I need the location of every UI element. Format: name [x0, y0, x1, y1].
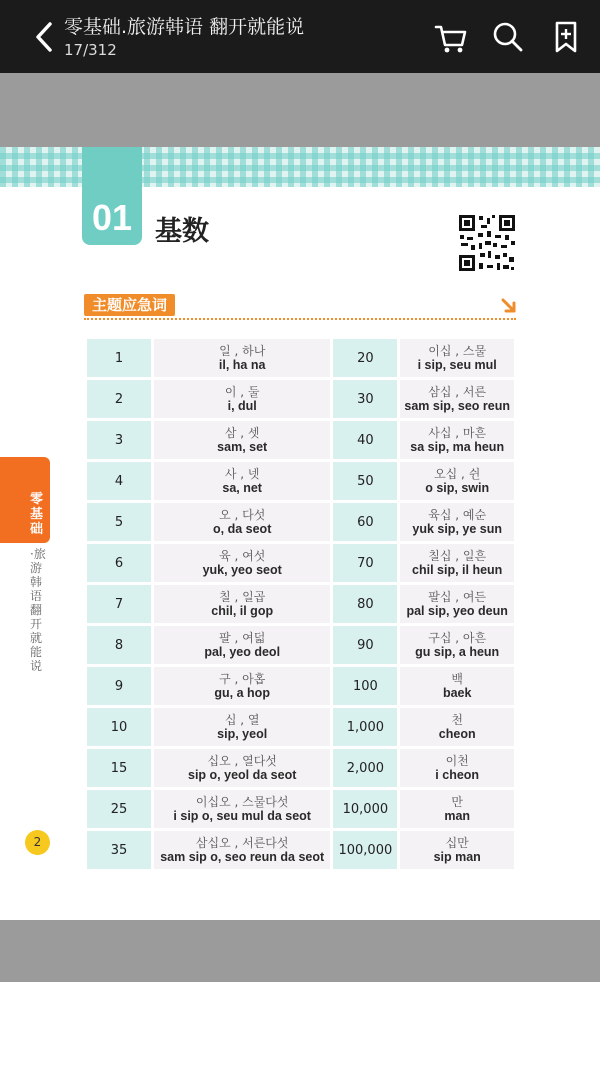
romanization-text: man — [444, 808, 471, 823]
word-cell — [154, 462, 330, 500]
cart-icon[interactable] — [432, 18, 468, 56]
section-heading: 主题应急词 — [84, 294, 175, 316]
word-cell — [400, 503, 514, 541]
romanization-text: il, ha na — [218, 357, 266, 372]
word-cell — [154, 421, 330, 459]
korean-text: 이 , 둘 — [224, 384, 260, 399]
romanization-text: o, da seot — [213, 521, 272, 536]
page-counter: 17/312 — [64, 41, 117, 59]
page-number-badge: 2 — [25, 830, 50, 855]
romanization-text: chil sip, il heun — [412, 562, 503, 577]
korean-text: 십만 — [445, 835, 469, 850]
number-cell: 20 — [333, 339, 397, 377]
number-cell: 1 — [87, 339, 151, 377]
korean-text: 이십 , 스물 — [428, 343, 487, 358]
korean-text: 이천 — [445, 753, 469, 768]
word-cell — [154, 749, 330, 787]
number-cell: 15 — [87, 749, 151, 787]
number-cell: 50 — [333, 462, 397, 500]
number-cell: 30 — [333, 380, 397, 418]
numbers-table — [84, 336, 517, 872]
romanization-text: i sip, seu mul — [417, 357, 497, 372]
word-cell — [400, 585, 514, 623]
number-cell: 2 — [87, 380, 151, 418]
number-cell: 70 — [333, 544, 397, 582]
number-cell: 35 — [87, 831, 151, 869]
word-cell — [154, 585, 330, 623]
number-cell: 25 — [87, 790, 151, 828]
korean-text: 천 — [451, 712, 463, 727]
table-row — [87, 790, 514, 828]
side-tab-label: 零基础 — [30, 492, 44, 537]
word-cell — [154, 790, 330, 828]
table-row — [87, 421, 514, 459]
romanization-text: chil, il gop — [211, 603, 274, 618]
word-cell — [400, 790, 514, 828]
number-cell: 1,000 — [333, 708, 397, 746]
romanization-text: cheon — [438, 726, 476, 741]
korean-text: 백 — [451, 671, 463, 686]
chapter-badge — [82, 147, 142, 245]
korean-text: 육 , 여섯 — [219, 548, 266, 563]
word-cell — [400, 544, 514, 582]
bookmark-add-icon[interactable] — [548, 18, 584, 56]
number-cell: 2,000 — [333, 749, 397, 787]
number-cell: 100 — [333, 667, 397, 705]
korean-text: 팔 , 여덟 — [219, 630, 266, 645]
korean-text: 사십 , 마흔 — [428, 425, 487, 440]
korean-text: 십오 , 열다섯 — [207, 753, 277, 768]
table-row — [87, 626, 514, 664]
viewer-margin-bottom — [0, 920, 600, 982]
chapter-title: 基数 — [155, 216, 209, 247]
number-cell: 8 — [87, 626, 151, 664]
word-cell — [154, 708, 330, 746]
table-row — [87, 544, 514, 582]
number-cell: 80 — [333, 585, 397, 623]
number-cell: 7 — [87, 585, 151, 623]
word-cell — [400, 462, 514, 500]
korean-text: 일 , 하나 — [219, 343, 266, 358]
korean-text: 삼십오 , 서른다섯 — [195, 835, 289, 850]
romanization-text: sa sip, ma heun — [410, 439, 505, 454]
romanization-text: baek — [442, 685, 472, 700]
korean-text: 구십 , 아흔 — [428, 630, 487, 645]
book-page[interactable] — [0, 147, 600, 920]
book-title: 零基础.旅游韩语 翻开就能说 — [64, 16, 305, 38]
word-cell — [400, 421, 514, 459]
romanization-text: sam, set — [217, 439, 268, 454]
number-cell: 5 — [87, 503, 151, 541]
word-cell — [400, 749, 514, 787]
viewer-margin-top — [0, 73, 600, 147]
table-row — [87, 831, 514, 869]
number-cell: 40 — [333, 421, 397, 459]
number-cell: 60 — [333, 503, 397, 541]
korean-text: 육십 , 예순 — [428, 507, 487, 522]
number-cell: 100,000 — [333, 831, 397, 869]
korean-text: 칠 , 일곱 — [219, 589, 266, 604]
word-cell — [154, 339, 330, 377]
qr-code-icon — [457, 213, 517, 273]
word-cell — [400, 626, 514, 664]
romanization-text: pal sip, yeo deun — [406, 603, 508, 618]
korean-text: 구 , 아홉 — [219, 671, 266, 686]
word-cell — [154, 626, 330, 664]
table-row — [87, 749, 514, 787]
table-row — [87, 380, 514, 418]
korean-text: 만 — [451, 794, 463, 809]
korean-text: 오 , 다섯 — [219, 507, 266, 522]
korean-text: 사 , 넷 — [224, 466, 260, 481]
korean-text: 오십 , 쉰 — [434, 466, 481, 481]
number-cell: 4 — [87, 462, 151, 500]
chapter-number: 01 — [91, 197, 133, 238]
romanization-text: sip o, yeol da seot — [188, 767, 297, 782]
back-icon[interactable] — [30, 18, 60, 56]
romanization-text: gu sip, a heun — [415, 644, 500, 659]
word-cell — [400, 831, 514, 869]
romanization-text: o sip, swin — [425, 480, 490, 495]
number-cell: 90 — [333, 626, 397, 664]
word-cell — [400, 667, 514, 705]
number-cell: 6 — [87, 544, 151, 582]
section-divider — [84, 318, 516, 320]
word-cell — [154, 503, 330, 541]
word-cell — [154, 380, 330, 418]
word-cell — [400, 708, 514, 746]
korean-text: 삼십 , 서른 — [428, 384, 487, 399]
table-row — [87, 667, 514, 705]
table-row — [87, 462, 514, 500]
table-row — [87, 339, 514, 377]
word-cell — [154, 831, 330, 869]
romanization-text: i cheon — [435, 767, 480, 782]
top-bar — [0, 0, 600, 73]
korean-text: 십 , 열 — [224, 712, 260, 727]
table-row — [87, 503, 514, 541]
number-cell: 10 — [87, 708, 151, 746]
romanization-text: sip man — [433, 849, 481, 864]
romanization-text: sip, yeol — [217, 726, 268, 741]
korean-text: 삼 , 셋 — [224, 425, 260, 440]
number-cell: 3 — [87, 421, 151, 459]
romanization-text: sa, net — [222, 480, 262, 495]
romanization-text: i sip o, seu mul da seot — [173, 808, 311, 823]
romanization-text: yuk, yeo seot — [202, 562, 282, 577]
table-row — [87, 585, 514, 623]
romanization-text: sam sip o, seo reun da seot — [160, 849, 325, 864]
search-icon[interactable] — [490, 18, 526, 56]
arrow-down-right-icon — [500, 297, 518, 315]
korean-text: 팔십 , 여든 — [428, 589, 487, 604]
table-row — [87, 708, 514, 746]
number-cell: 10,000 — [333, 790, 397, 828]
word-cell — [400, 339, 514, 377]
word-cell — [400, 380, 514, 418]
romanization-text: gu, a hop — [214, 685, 270, 700]
romanization-text: yuk sip, ye sun — [412, 521, 502, 536]
side-running-title: ·旅游韩语 翻开就能说 — [30, 547, 46, 673]
romanization-text: i, dul — [227, 398, 257, 413]
romanization-text: pal, yeo deol — [204, 644, 281, 659]
korean-text: 이십오 , 스물다섯 — [195, 794, 289, 809]
korean-text: 칠십 , 일흔 — [428, 548, 487, 563]
romanization-text: sam sip, seo reun — [404, 398, 510, 413]
word-cell — [154, 667, 330, 705]
word-cell — [154, 544, 330, 582]
number-cell: 9 — [87, 667, 151, 705]
